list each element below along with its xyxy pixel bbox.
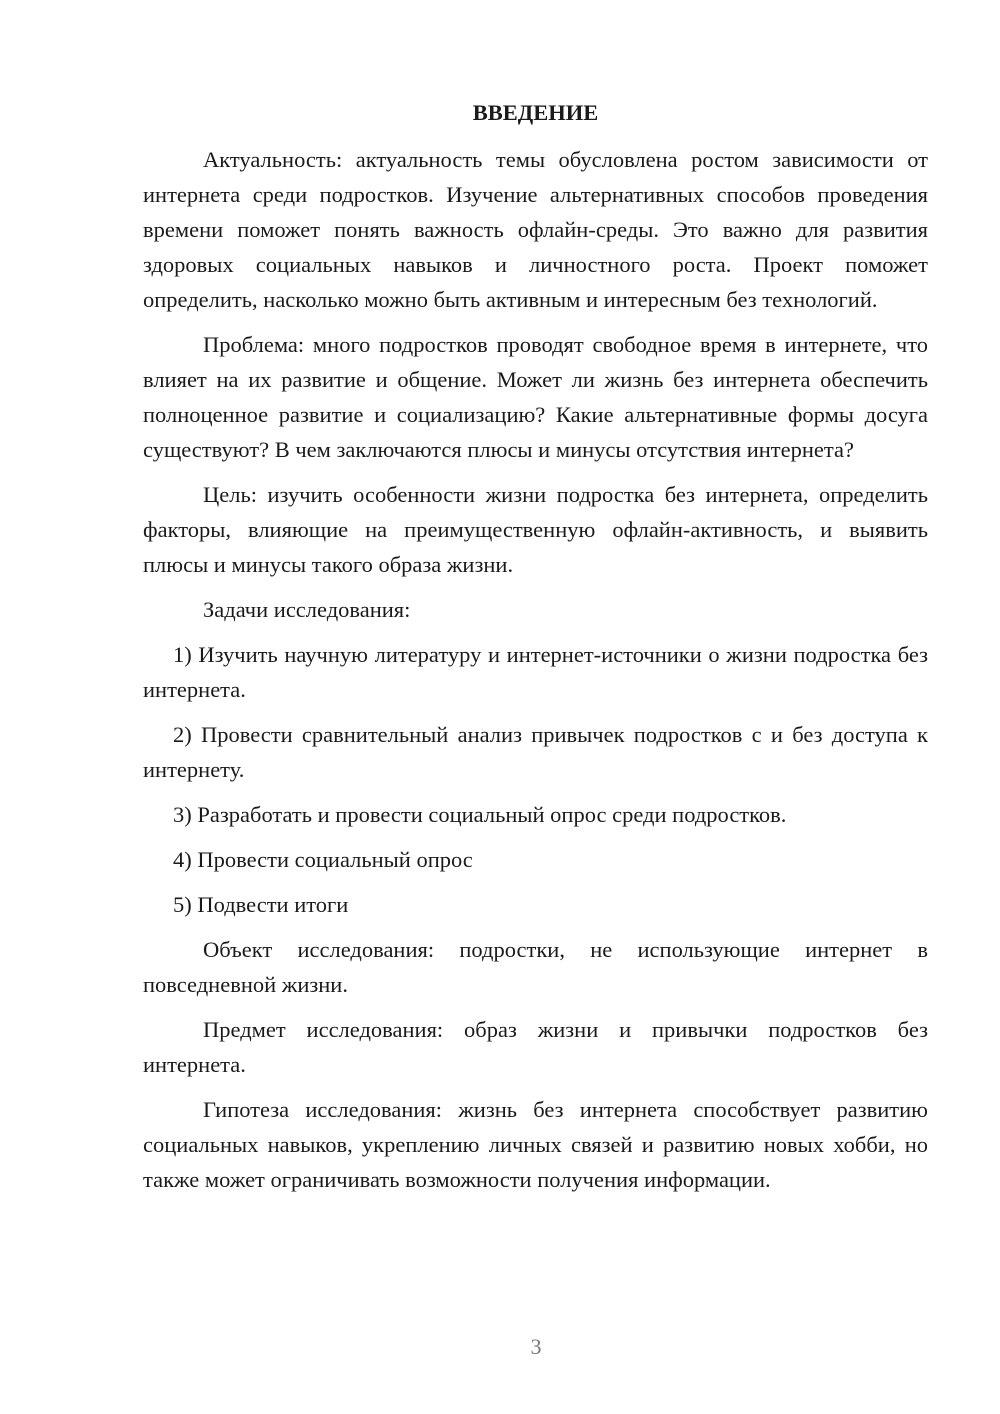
hypothesis-paragraph: Гипотеза исследования: жизнь без интернета способствует развитию социальных навыков, укреплению личных связей и развитию новых хобби, но также может ограничивать возможности получения информации. [143, 1097, 928, 1192]
page-number: 3 [530, 1334, 542, 1359]
task-item-3: 3) Разработать и провести социальный опрос среди подростков. [173, 802, 787, 827]
task-item-4: 4) Провести социальный опрос [173, 847, 473, 872]
document-body [143, 95, 928, 1207]
object-paragraph: Объект исследования: подростки, не использующие интернет в повседневной жизни. [143, 937, 928, 997]
problem-paragraph: Проблема: много подростков проводят свободное время в интернете, что влияет на их развитие и общение. Может ли жизнь без интернета обеспечить полноценное развитие и социализацию? Какие альтернативные формы досуга существуют? В чем заключаются плюсы и минусы отсутствия интернета? [143, 332, 928, 462]
task-item-1: 1) Изучить научную литературу и интернет-источники о жизни подростка без интернета. [143, 642, 928, 702]
page-title: ВВЕДЕНИЕ [472, 100, 599, 125]
subject-paragraph: Предмет исследования: образ жизни и привычки подростков без интернета. [143, 1017, 928, 1077]
task-item-2: 2) Провести сравнительный анализ привычек подростков с и без доступа к интернету. [143, 722, 928, 782]
goal-paragraph: Цель: изучить особенности жизни подростка без интернета, определить факторы, влияющие на преимущественную офлайн-активность, и выявить плюсы и минусы такого образа жизни. [143, 482, 928, 577]
task-item-5: 5) Подвести итоги [173, 892, 349, 917]
tasks-heading: Задачи исследования: [203, 597, 411, 622]
relevance-paragraph: Актуальность: актуальность темы обусловлена ростом зависимости от интернета среди подростков. Изучение альтернативных способов проведения времени поможет понять важность офлайн-среды. Это важно для развития здоровых социальных навыков и личностного роста. Проект поможет определить, насколько можно быть активным и интересным без технологий. [143, 147, 928, 312]
